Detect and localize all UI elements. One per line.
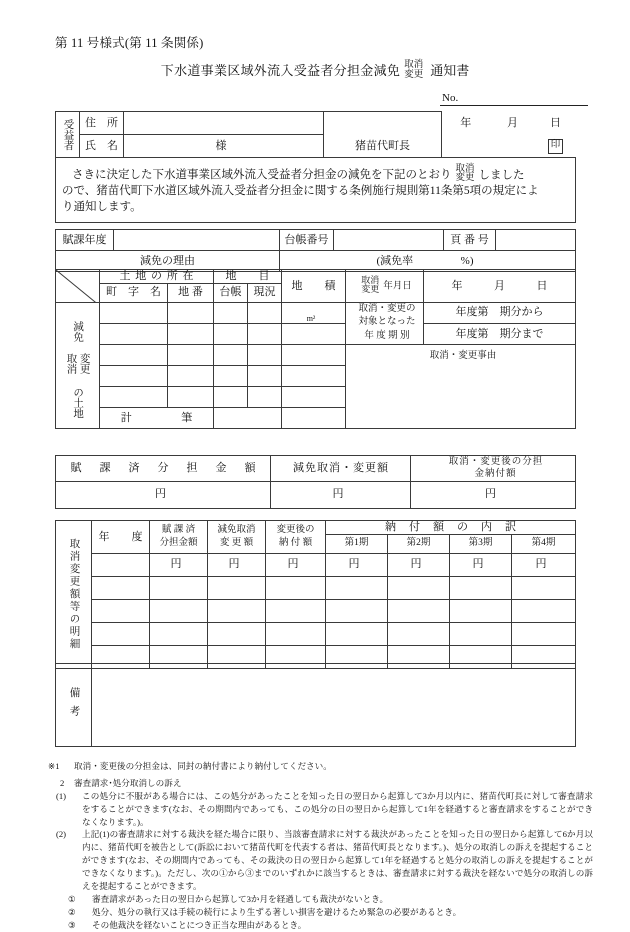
assessed-amount-label: 賦 課 済 分 担 金 額 — [56, 456, 271, 482]
land-cancel-label: 取消 — [361, 274, 380, 285]
land-cell-ledger-2[interactable] — [214, 323, 248, 344]
document-title — [0, 60, 630, 82]
footnote-2-1-mark: (1) — [56, 790, 67, 801]
remarks-label: 備考 — [68, 686, 80, 724]
amount-header-row — [56, 456, 576, 482]
land-side-label-2b: 変更 — [78, 352, 90, 374]
land-cell-current-2[interactable] — [248, 323, 282, 344]
land-date-day: 日 — [536, 279, 548, 292]
name-suffix: 様 — [215, 139, 227, 152]
detail-table — [55, 520, 576, 669]
land-side-label-3: の土地 — [72, 386, 84, 419]
land-change-label: 変更 — [361, 283, 380, 294]
detail-after-cell-3[interactable] — [266, 599, 326, 622]
footnote-2-2-text: 上記(1)の審査請求に対する裁決を経た場合に限り、当該審査請求に対する裁決があったことを知った日の翌日から起算して6か月以内に、猪苗代町を被告として(訴訟において猪苗代町を代表する者は、猪苗代町長となります。)、処分の取消しの訴えを提起することができます(なお、その期間内であっても、その裁決の日の翌日から起算して1年を経過すると処分の取消しの訴えを提起することができなくなります。)。ただし、次の①から③までのいずれかに該当するときは、審査請求に対する裁決を経ないで処分の取消しの訴えを提起することができます。 — [82, 829, 593, 892]
notice-line1-post: しました — [478, 168, 525, 181]
target-period-line2: 対象となった — [358, 317, 416, 328]
detail-year-cell-1[interactable] — [92, 553, 150, 576]
detail-term2-cell-3[interactable] — [388, 599, 450, 622]
land-cell-area-5[interactable] — [282, 386, 346, 407]
title-cancel-label: 取消 — [404, 60, 424, 71]
detail-term3-cell-3[interactable] — [450, 599, 512, 622]
detail-term3-cell-2[interactable] — [450, 576, 512, 599]
footnotes — [48, 760, 593, 932]
fiscal-year-value[interactable] — [114, 230, 280, 251]
detail-assessed-cell-3[interactable] — [150, 599, 208, 622]
footnote-item-2-mark: ② — [68, 906, 76, 917]
notice-text-cell — [56, 158, 576, 223]
detail-currency-7: 円 — [535, 558, 547, 571]
detail-assessed-cell-4[interactable] — [150, 622, 208, 645]
detail-year-cell-2[interactable] — [92, 576, 150, 599]
land-cell-town-1[interactable] — [100, 302, 168, 323]
receiver-side-label-text: 受益者 — [62, 118, 74, 151]
assessment-table — [55, 229, 576, 272]
detail-term4-cell-1[interactable] — [512, 553, 576, 576]
assessed-amount-value[interactable] — [56, 481, 271, 508]
detail-currency-1: 円 — [170, 558, 182, 571]
issue-day-label: 日 — [550, 116, 561, 129]
land-category-header: 地 目 — [214, 270, 282, 284]
detail-cancel-cell-1[interactable] — [208, 553, 266, 576]
reduction-rate-unit: %) — [460, 254, 474, 267]
footnote-2-2 — [48, 828, 593, 892]
notice-line2: ので、猪苗代町下水道区域外流入受益者分担金に関する条例施行規則第11条第5項の規定によ — [62, 184, 539, 197]
title-cancel-change-stack — [404, 61, 423, 80]
land-cell-current-3[interactable] — [248, 344, 282, 365]
land-cell-lotno-3[interactable] — [168, 344, 214, 365]
footnote-2-2-mark: (2) — [56, 829, 67, 840]
land-cell-ledger-3[interactable] — [214, 344, 248, 365]
notice-cancel-change-stack — [456, 165, 475, 184]
footnote-item-1 — [48, 893, 593, 906]
receiver-address-row — [56, 112, 576, 135]
land-cell-ledger-5[interactable] — [214, 386, 248, 407]
footnote-2-1-text: この処分に不服がある場合には、この処分があったことを知った日の翌日から起算して3か月以内に、猪苗代町長に対して審査請求をすることができます(なお、その期間内であっても、この処分の日の翌日から起算して1年を経過すると審査請求をすることができなくなります。)。 — [82, 790, 593, 827]
land-cell-town-4[interactable] — [100, 365, 168, 386]
seal-cell[interactable] — [536, 135, 576, 158]
amount-table — [55, 455, 576, 509]
form-number: 第 11 号様式(第 11 条関係) — [55, 36, 204, 50]
detail-term3-cell-4[interactable] — [450, 622, 512, 645]
after-amount-label-l1: 取消・変更後の分担 — [448, 457, 544, 467]
detail-assessed-l2: 分担金額 — [159, 537, 198, 548]
diagonal-slash-icon — [56, 270, 100, 302]
land-cell-area-1[interactable] — [282, 302, 346, 323]
detail-term2-cell-2[interactable] — [388, 576, 450, 599]
remarks-label-cell — [56, 664, 92, 747]
detail-term4-cell-3[interactable] — [512, 599, 576, 622]
detail-cancel-cell-3[interactable] — [208, 599, 266, 622]
detail-term2-header: 第2期 — [388, 534, 450, 553]
detail-cancel-l1: 減免取消 — [217, 525, 256, 536]
land-row-2 — [56, 323, 576, 344]
notice-line1-pre: さきに決定した下水道事業区域外流入受益者分担金の減免を下記のとおり — [72, 168, 452, 181]
footnote-2 — [48, 777, 593, 790]
after-amount-label-l2: 金納付額 — [474, 469, 517, 480]
land-change-reason-label: 取消・変更事由 — [429, 350, 497, 361]
detail-currency-5: 円 — [410, 558, 422, 571]
receiver-side-label — [56, 112, 80, 158]
land-cancel-date-label: 年月日 — [383, 281, 412, 292]
detail-after-l2: 納 付 額 — [278, 537, 313, 548]
detail-term1-header: 第1期 — [326, 534, 388, 553]
land-change-reason-cell[interactable] — [346, 344, 576, 428]
detail-currency-4: 円 — [348, 558, 360, 571]
detail-term1-cell-2[interactable] — [326, 576, 388, 599]
land-cell-area-2[interactable] — [282, 323, 346, 344]
after-amount-currency: 円 — [485, 488, 496, 501]
detail-header-row-1 — [56, 521, 576, 535]
footnote-item-1-mark: ① — [68, 893, 76, 904]
title-change-label: 変更 — [404, 70, 424, 81]
detail-currency-2: 円 — [228, 558, 240, 571]
land-area-unit: m² — [306, 313, 316, 323]
detail-term4-header: 第4期 — [512, 534, 576, 553]
target-period-line3: 年 度 期 別 — [364, 331, 410, 342]
issue-month-blank[interactable] — [490, 135, 536, 158]
target-period-line1: 取消・変更の — [358, 303, 416, 314]
land-total-unit: 筆 — [181, 411, 193, 424]
detail-row-empty-1 — [56, 576, 576, 599]
issuer-cell — [324, 112, 442, 158]
period-from-label: 年度第 期分から — [455, 306, 544, 319]
detail-after-cell-1[interactable] — [266, 553, 326, 576]
land-row-3 — [56, 344, 576, 365]
name-label-cell: 氏 名 — [80, 135, 124, 158]
land-cell-lotno-2[interactable] — [168, 323, 214, 344]
detail-side-label — [56, 521, 92, 669]
land-cell-ledger-4[interactable] — [214, 365, 248, 386]
detail-cancel-cell-2[interactable] — [208, 576, 266, 599]
land-header-row-1 — [56, 270, 576, 284]
detail-breakdown-header: 納 付 額 の 内 訳 — [326, 521, 576, 535]
ledger-no-value[interactable] — [334, 230, 444, 251]
footnote-1 — [48, 760, 593, 773]
detail-cancel-l2: 変 更 額 — [219, 537, 254, 548]
issuer-name: 猪苗代町長 — [355, 140, 410, 153]
detail-assessed-l1: 賦 課 済 — [161, 525, 196, 536]
land-cell-area-3[interactable] — [282, 344, 346, 365]
land-cell-current-5[interactable] — [248, 386, 282, 407]
detail-term1-cell-4[interactable] — [326, 622, 388, 645]
detail-assessed-cell-1[interactable] — [150, 553, 208, 576]
land-period-from-cell[interactable] — [424, 302, 576, 323]
detail-after-cell-4[interactable] — [266, 622, 326, 645]
period-to-label: 年度第 期分まで — [455, 327, 544, 340]
detail-cancel-header — [208, 521, 266, 554]
land-period-to-cell[interactable] — [424, 323, 576, 344]
detail-term4-cell-2[interactable] — [512, 576, 576, 599]
land-cell-town-3[interactable] — [100, 344, 168, 365]
land-date-year: 年 — [451, 279, 463, 292]
land-side-label-1: 減免 — [72, 320, 84, 342]
receiver-notice-table — [55, 111, 576, 223]
cancel-change-currency: 円 — [332, 488, 344, 501]
document-no-field[interactable] — [440, 92, 588, 106]
detail-term3-cell-1[interactable] — [450, 553, 512, 576]
detail-row-currency — [56, 553, 576, 576]
document-title-main: 下水道事業区域外流入受益者分担金減免 — [160, 63, 401, 78]
land-date-month: 月 — [494, 279, 505, 292]
detail-currency-6: 円 — [472, 558, 484, 571]
land-cell-current-1[interactable] — [248, 302, 282, 323]
land-corner-diagonal-cell — [56, 270, 100, 303]
issue-year-blank[interactable] — [442, 135, 490, 158]
detail-term4-cell-4[interactable] — [512, 622, 576, 645]
footnote-item-1-text: 審査請求があった日の翌日から起算して3か月を経過しても裁決がないとき。 — [92, 893, 389, 904]
footnote-item-3 — [48, 919, 593, 932]
footnote-item-3-mark: ③ — [68, 919, 76, 930]
remarks-row — [56, 664, 576, 747]
land-cell-lotno-4[interactable] — [168, 365, 214, 386]
document-title-tail: 通知書 — [430, 63, 470, 78]
detail-row-empty-2 — [56, 599, 576, 622]
land-cell-current-4[interactable] — [248, 365, 282, 386]
notice-line3: り通知します。 — [62, 201, 142, 214]
detail-term2-cell-1[interactable] — [388, 553, 450, 576]
amount-value-row — [56, 481, 576, 508]
detail-assessed-header — [150, 521, 208, 554]
land-cell-town-2[interactable] — [100, 323, 168, 344]
cancel-change-amount-label: 減免取消・変更額 — [271, 456, 411, 482]
remarks-table — [55, 663, 576, 747]
reduction-rate-label: (減免率 — [376, 254, 414, 267]
land-side-label — [56, 302, 100, 428]
address-label-cell: 住 所 — [80, 112, 124, 135]
footnote-1-text: 取消・変更後の分担金は、同封の納付書により納付してください。 — [74, 761, 332, 771]
detail-cancel-cell-4[interactable] — [208, 622, 266, 645]
assessed-amount-currency: 円 — [155, 488, 166, 501]
address-value-cell[interactable] — [124, 112, 324, 135]
receiver-name-row — [56, 135, 576, 158]
detail-assessed-cell-2[interactable] — [150, 576, 208, 599]
fiscal-year-label: 賦課年度 — [56, 230, 114, 251]
land-town-header: 町 字 名 — [100, 283, 168, 302]
footnote-1-mark: ※1 — [48, 761, 60, 771]
land-cell-town-5[interactable] — [100, 386, 168, 407]
after-amount-label — [411, 456, 576, 482]
document-no-label: No. — [442, 92, 459, 104]
land-ledger-header: 台帳 — [214, 283, 248, 302]
land-area-header: 地 積 — [282, 270, 346, 303]
name-value-cell[interactable] — [124, 135, 324, 158]
detail-after-header — [266, 521, 326, 554]
land-current-header: 現況 — [248, 283, 282, 302]
land-total-mid-cell[interactable] — [214, 407, 282, 428]
notice-text-row — [56, 158, 576, 223]
detail-currency-3: 円 — [287, 558, 299, 571]
land-total-area-cell[interactable] — [282, 407, 346, 428]
footnote-item-2-text: 処分、処分の執行又は手続の続行により生ずる著しい損害を避けるため緊急の必要があるとき。 — [92, 906, 462, 917]
detail-year-cell-4[interactable] — [92, 622, 150, 645]
land-target-period-label — [346, 302, 424, 344]
land-date-blank-header[interactable] — [424, 270, 576, 303]
cancel-change-amount-value[interactable] — [271, 481, 411, 508]
notice-line1 — [56, 163, 575, 185]
seal-stamp-icon: 印 — [548, 139, 563, 154]
detail-term1-cell-3[interactable] — [326, 599, 388, 622]
land-cell-area-4[interactable] — [282, 365, 346, 386]
detail-after-l1: 変更後の — [276, 525, 315, 536]
land-cancel-date-header — [346, 270, 424, 303]
detail-row-empty-3 — [56, 622, 576, 645]
issue-year-label: 年 — [460, 116, 472, 129]
page-no-value[interactable] — [496, 230, 576, 251]
land-cell-lotno-1[interactable] — [168, 302, 214, 323]
remarks-value-cell[interactable] — [92, 664, 576, 747]
ledger-no-label: 台帳番号 — [280, 230, 334, 251]
land-cancel-change-stack — [361, 276, 379, 294]
land-location-header: 土 地 の 所 在 — [100, 270, 214, 284]
issue-month-label: 月 — [507, 116, 518, 129]
land-lotno-header: 地 番 — [168, 283, 214, 302]
detail-side-label-text: 取消変更額等の明細 — [68, 538, 80, 651]
detail-year-cell-3[interactable] — [92, 599, 150, 622]
detail-after-cell-2[interactable] — [266, 576, 326, 599]
page-no-label: 頁 番 号 — [444, 230, 496, 251]
reduction-reason-label: 減免の理由 — [56, 251, 280, 272]
detail-term1-cell-1[interactable] — [326, 553, 388, 576]
detail-year-header: 年 度 — [92, 521, 150, 554]
footnote-2-text: 審査請求･処分取消しの訴え — [74, 777, 182, 788]
land-cell-ledger-1[interactable] — [214, 302, 248, 323]
land-row-1 — [56, 302, 576, 323]
footnote-2-mark: 2 — [60, 777, 65, 788]
land-table — [55, 269, 576, 429]
land-cell-lotno-5[interactable] — [168, 386, 214, 407]
assessment-row — [56, 230, 576, 251]
detail-term3-header: 第3期 — [450, 534, 512, 553]
notice-cancel-label: 取消 — [455, 163, 475, 174]
land-side-label-2a: 取消 — [65, 352, 77, 374]
land-total-label: 計 — [120, 411, 132, 424]
footnote-item-3-text: その他裁決を経ないことにつき正当な理由があるとき。 — [92, 919, 307, 930]
notice-change-label: 変更 — [455, 173, 475, 184]
footnote-item-2 — [48, 906, 593, 919]
after-amount-value[interactable] — [411, 481, 576, 508]
footnote-2-1 — [48, 790, 593, 829]
land-total-label-cell — [100, 407, 214, 428]
detail-term2-cell-4[interactable] — [388, 622, 450, 645]
